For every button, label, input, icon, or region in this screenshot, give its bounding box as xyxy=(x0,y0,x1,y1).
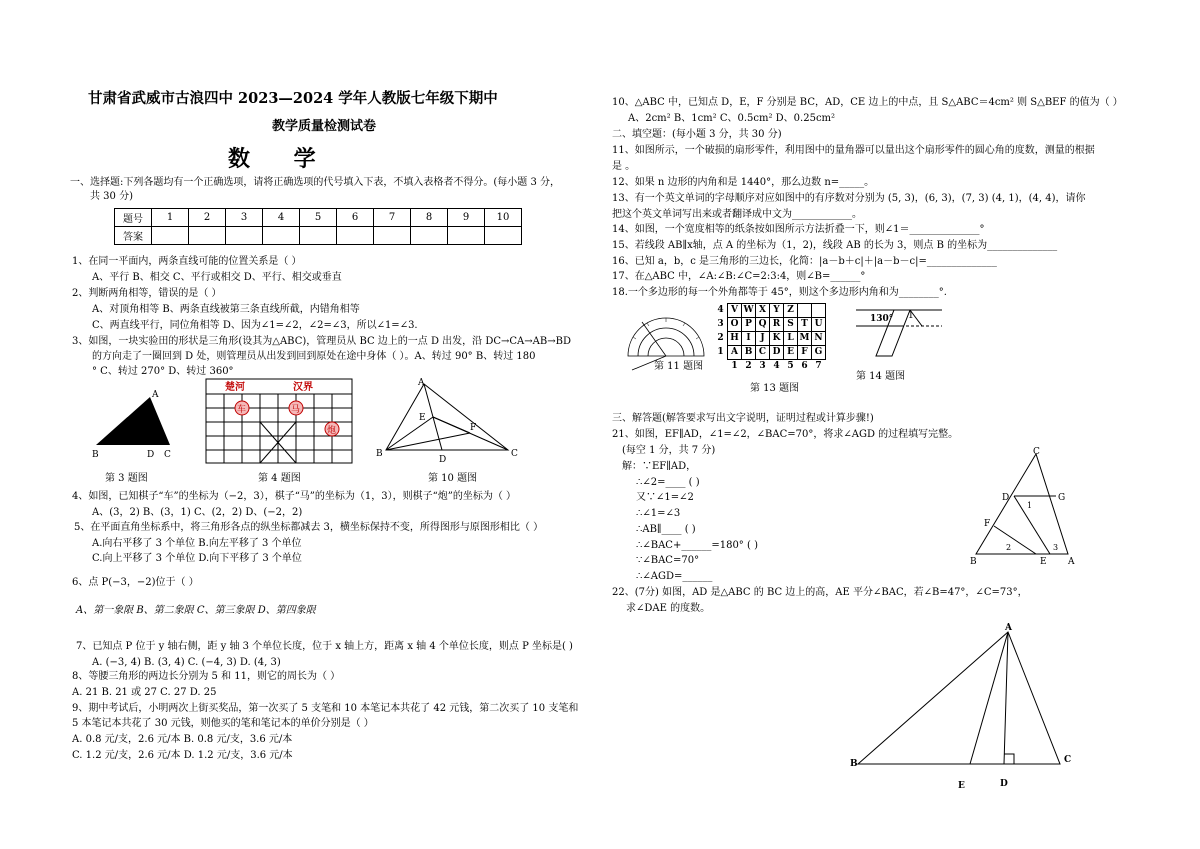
exam-subtitle: 教学质量检测试卷 xyxy=(272,119,377,134)
caption-fig11: 第 11 题图 xyxy=(654,361,704,372)
grid-cell: P xyxy=(742,318,756,332)
q13: 13、有一个英文单词的字母顺序对应如图中的有序数对分别为 (5, 3)，(6, 3)，(7, 3) (4, 1)，(4, 4)，请你 xyxy=(612,193,1086,204)
q10-options: A、2cm² B、1cm² C、0.5cm² D、0.25cm² xyxy=(628,113,836,124)
grid-cell: C xyxy=(756,346,770,360)
q2-options-cd: C、两直线平行，同位角相等 D、因为∠1=∠2，∠2=∠3，所以∠1=∠3. xyxy=(92,320,418,331)
grid-cell: T xyxy=(798,318,812,332)
caption-fig10: 第 10 题图 xyxy=(428,473,478,484)
grid-y-label: 4 xyxy=(717,305,724,315)
answer-cell[interactable] xyxy=(189,227,226,245)
label-B: B xyxy=(376,449,383,459)
answer-table xyxy=(114,208,522,245)
grid-y-label: 1 xyxy=(717,347,724,357)
q9: 9、期中考试后，小明两次上街买奖品，第一次买了 5 支笔和 10 本笔记本共花了 42 元钱，第二次买了 10 支笔和 xyxy=(72,703,579,714)
table-cell: 9 xyxy=(448,209,485,227)
angle-130-label: 130° xyxy=(870,314,894,324)
answer-cell[interactable] xyxy=(448,227,485,245)
grid-cell xyxy=(798,304,812,318)
grid-cell: V xyxy=(728,304,742,318)
grid-cell: J xyxy=(756,332,770,346)
grid-x-label: 1 xyxy=(731,361,738,371)
proof-line: ∵∠BAC=70° xyxy=(636,555,700,566)
proof-line: 解：∵EF∥AD， xyxy=(622,461,697,472)
figure-14-folded-strip xyxy=(852,304,952,364)
grid-cell: N xyxy=(812,332,826,346)
q5-options-cd: C.向上平移了 3 个单位 D.向下平移了 3 个单位 xyxy=(92,553,302,564)
q11: 11、如图所示，一个破损的扇形零件，利用图中的量角器可以量出这个扇形零件的圆心角的度数，测量的根据 xyxy=(612,145,1095,156)
grid-row xyxy=(714,304,826,318)
label-B: B xyxy=(970,557,977,567)
q2-options-ab: A、对顶角相等 B、两条直线被第三条直线所截，内错角相等 xyxy=(92,304,360,315)
answer-cell[interactable] xyxy=(411,227,448,245)
figure-4-chessboard xyxy=(205,378,355,464)
grid-cell: U xyxy=(812,318,826,332)
table-cell: 题号 xyxy=(115,209,152,227)
chess-river-right: 汉界 xyxy=(293,382,313,393)
grid-cell: H xyxy=(728,332,742,346)
q22-cont: 求∠DAE 的度数。 xyxy=(626,603,711,614)
proof-line[interactable]: ∴∠2=____ ( ) xyxy=(636,477,700,488)
answer-cell[interactable] xyxy=(263,227,300,245)
grid-cell: I xyxy=(742,332,756,346)
q3: 3、如图，一块实验田的形状是三角形(设其为△ABC)，管理员从 BC 边上的一点 D 出发，沿 DC→CA→AB→BD xyxy=(72,336,571,347)
label-D: D xyxy=(1002,493,1010,503)
proof-line[interactable]: ∴∠AGD=______ xyxy=(636,571,713,582)
grid-y-label: 3 xyxy=(717,319,724,329)
grid-x-label: 3 xyxy=(759,361,766,371)
caption-fig14: 第 14 题图 xyxy=(856,371,906,382)
q9-options-cd: C. 1.2 元/支，2.6 元/本 D. 1.2 元/支，3.6 元/本 xyxy=(72,750,293,761)
exam-title: 甘肃省武威市古浪四中 2023—2024 学年人教版七年级下期中 xyxy=(88,90,498,107)
label-E: E xyxy=(1040,557,1047,567)
grid-cell: D xyxy=(770,346,784,360)
label-D: D xyxy=(1000,779,1008,789)
section1-heading: 一、选择题:下列各题均有一个正确选项，请将正确选项的代号填入下表，不填入表格者不得分。(每小题 3 分， xyxy=(70,177,560,188)
answer-cell[interactable] xyxy=(152,227,189,245)
grid-row xyxy=(714,332,826,346)
chess-cannon-label: 炮 xyxy=(327,426,337,436)
q11-cont: 是 。 xyxy=(612,161,636,172)
figure-21-triangle xyxy=(970,446,1080,566)
answer-cell[interactable] xyxy=(485,227,522,245)
label-E: E xyxy=(419,413,426,423)
table-cell: 5 xyxy=(300,209,337,227)
label-A: A xyxy=(1068,557,1075,567)
grid-y-label: 2 xyxy=(717,333,724,343)
q9-options-ab: A. 0.8 元/支，2.6 元/本 B. 0.8 元/支，3.6 元/本 xyxy=(72,734,293,745)
grid-cell: Z xyxy=(784,304,798,318)
q1: 1、在同一平面内，两条直线可能的位置关系是（ ） xyxy=(72,256,302,267)
caption-fig4: 第 4 题图 xyxy=(258,473,301,484)
table-cell: 8 xyxy=(411,209,448,227)
q5-options-ab: A.向右平移了 3 个单位 B.向左平移了 3 个单位 xyxy=(92,538,302,549)
q3-cont2: ° C、转过 270° D、转过 360° xyxy=(92,366,234,377)
q14: 14、如图，一个宽度相等的纸条按如图所示方法折叠一下，则∠1＝______________° xyxy=(612,224,985,235)
label-C: C xyxy=(511,449,518,459)
label-G: G xyxy=(1058,493,1066,503)
grid-cell: W xyxy=(742,304,756,318)
proof-line[interactable]: ∴AB∥____ ( ) xyxy=(636,524,696,535)
angle-1-label: 1 xyxy=(1027,501,1033,510)
answer-cell[interactable] xyxy=(337,227,374,245)
table-cell: 10 xyxy=(485,209,522,227)
grid-cell: Y xyxy=(770,304,784,318)
label-A: A xyxy=(418,378,425,388)
section2-heading: 二、填空题：(每小题 3 分，共 30 分) xyxy=(612,129,782,140)
label-A: A xyxy=(152,390,159,400)
grid-cell: A xyxy=(728,346,742,360)
q22: 22、(7分) 如图，AD 是△ABC 的 BC 边上的高，AE 平分∠BAC，若∠B=47°，∠C=73°， xyxy=(612,587,1028,598)
q8-options: A. 21 B. 21 或 27 C. 27 D. 25 xyxy=(72,687,217,698)
grid-cell: X xyxy=(756,304,770,318)
section1-heading-cont: 共 30 分) xyxy=(90,191,133,202)
grid-x-label: 5 xyxy=(787,361,794,371)
q2: 2、判断两角相等，错误的是（ ） xyxy=(72,288,222,299)
q12: 12、如果 n 边形的内角和是 1440°，那么边数 n=_____。 xyxy=(612,177,875,188)
answer-table-header-row xyxy=(115,209,522,227)
caption-fig3: 第 3 题图 xyxy=(105,473,148,484)
figure-22-triangle xyxy=(848,623,1088,796)
table-cell: 1 xyxy=(152,209,189,227)
q3-cont: 的方向走了一圈回到 D 处，则管理员从出发到回到原处在途中身体（ ）。A、转过 90° B、转过 180 xyxy=(92,351,536,362)
angle-2-label: 2 xyxy=(1006,543,1012,552)
q21: 21、如图，EF∥AD，∠1=∠2，∠BAC=70°，将求∠AGD 的过程填写完整。 xyxy=(612,429,959,440)
q5: 5、在平面直角坐标系中，将三角形各点的纵坐标都减去 3，横坐标保持不变，所得图形与原图形相比（ ） xyxy=(74,522,544,533)
grid-x-label: 7 xyxy=(815,361,822,371)
grid-row xyxy=(714,318,826,332)
grid-cell: R xyxy=(770,318,784,332)
answer-cell[interactable] xyxy=(300,227,337,245)
label-B: B xyxy=(850,759,858,769)
q15: 15、若线段 AB∥x轴，点 A 的坐标为（1，2)，线段 AB 的长为 3，则点 B 的坐标为______________ xyxy=(612,240,1058,251)
chess-horse-label: 马 xyxy=(291,405,301,415)
figure-10-triangle xyxy=(374,378,524,464)
grid-x-axis xyxy=(714,360,826,374)
answer-table-answer-row xyxy=(115,227,522,245)
q7: 7、已知点 P 位于 y 轴右侧，距 y 轴 3 个单位长度，位于 x 轴上方，距离 x 轴 4 个单位长度，则点 P 坐标是( ) xyxy=(76,641,573,652)
label-D: D xyxy=(147,450,155,460)
q18: 18.一个多边形的每一个外角都等于 45°，则这个多边形内角和为________°. xyxy=(612,287,947,298)
label-C: C xyxy=(1033,447,1040,457)
q21-note: (每空 1 分，共 7 分) xyxy=(622,445,716,456)
grid-cell: S xyxy=(784,318,798,332)
grid-x-label: 2 xyxy=(745,361,752,371)
angle-1-label: 1 xyxy=(908,311,914,321)
grid-cell xyxy=(812,304,826,318)
q13-cont: 把这个英文单词写出来或者翻译成中文为____________。 xyxy=(612,209,862,220)
section3-heading: 三、解答题(解答要求写出文字说明，证明过程或计算步骤!) xyxy=(612,413,874,424)
grid-row xyxy=(714,346,826,360)
table-cell: 4 xyxy=(263,209,300,227)
grid-cell: Q xyxy=(756,318,770,332)
proof-line: ∴∠1=∠3 xyxy=(636,508,681,519)
figure-3-triangle xyxy=(90,385,190,465)
proof-line: 又∵∠1=∠2 xyxy=(636,492,694,503)
label-C: C xyxy=(1064,755,1072,765)
grid-cell: M xyxy=(798,332,812,346)
subject-title: 数 学 xyxy=(228,146,334,172)
label-F: F xyxy=(984,519,991,529)
grid-cell: L xyxy=(784,332,798,346)
label-D: D xyxy=(439,455,447,465)
grid-cell: K xyxy=(770,332,784,346)
label-C: C xyxy=(164,450,171,460)
table-cell: 6 xyxy=(337,209,374,227)
label-A: A xyxy=(1005,623,1012,633)
grid-cell: F xyxy=(798,346,812,360)
label-F: F xyxy=(470,423,477,433)
q16: 16、已知 a，b，c 是三角形的三边长，化简：|a－b＋c|＋|a－b－c|=______________ xyxy=(612,256,997,267)
table-cell: 7 xyxy=(374,209,411,227)
q7-options: A. (−3, 4) B. (3, 4) C. (−4, 3) D. (4, 3) xyxy=(92,657,281,668)
q10: 10、△ABC 中，已知点 D，E，F 分别是 BC，AD，CE 边上的中点，且 S△ABC＝4cm² 则 S△BEF 的值为（ ） xyxy=(612,97,1123,108)
q4: 4、如图，已知棋子“车”的坐标为（−2，3），棋子“马”的坐标为（1，3），则棋子“炮”的坐标为（ ） xyxy=(72,491,517,502)
label-B: B xyxy=(92,450,99,460)
table-cell: 3 xyxy=(226,209,263,227)
q6-options: A、第一象限 B、第二象限 C、第三象限 D、第四象限 xyxy=(76,605,316,616)
answer-cell[interactable] xyxy=(374,227,411,245)
figure-13-letter-grid xyxy=(714,303,826,373)
caption-fig13: 第 13 题图 xyxy=(750,383,800,394)
chess-river-left: 楚河 xyxy=(225,382,245,393)
q9-cont: 5 本笔记本共花了 30 元钱，则他买的笔和笔记本的单价分别是（ ） xyxy=(72,718,374,729)
grid-x-label: 4 xyxy=(773,361,780,371)
q6: 6、点 P(−3，−2)位于（ ） xyxy=(72,577,199,588)
q8: 8、等腰三角形的两边长分别为 5 和 11，则它的周长为（ ） xyxy=(72,671,341,682)
grid-x-label: 6 xyxy=(801,361,808,371)
chess-car-label: 车 xyxy=(237,405,247,415)
grid-cell: E xyxy=(784,346,798,360)
q1-options: A、平行 B、相交 C、平行或相交 D、平行、相交或垂直 xyxy=(92,272,342,283)
label-E: E xyxy=(958,781,965,791)
table-cell: 2 xyxy=(189,209,226,227)
answer-cell[interactable] xyxy=(226,227,263,245)
q17: 17、在△ABC 中，∠A:∠B:∠C=2:3:4，则∠B=______° xyxy=(612,271,866,282)
q4-options: A、(3，2) B、(3，1) C、(2，2) D、(−2，2) xyxy=(92,507,303,518)
table-cell: 答案 xyxy=(115,227,152,245)
grid-cell: B xyxy=(742,346,756,360)
grid-cell: O xyxy=(728,318,742,332)
proof-line[interactable]: ∴∠BAC+______=180° ( ) xyxy=(636,540,758,551)
grid-cell: G xyxy=(812,346,826,360)
angle-3-label: 3 xyxy=(1053,543,1059,552)
